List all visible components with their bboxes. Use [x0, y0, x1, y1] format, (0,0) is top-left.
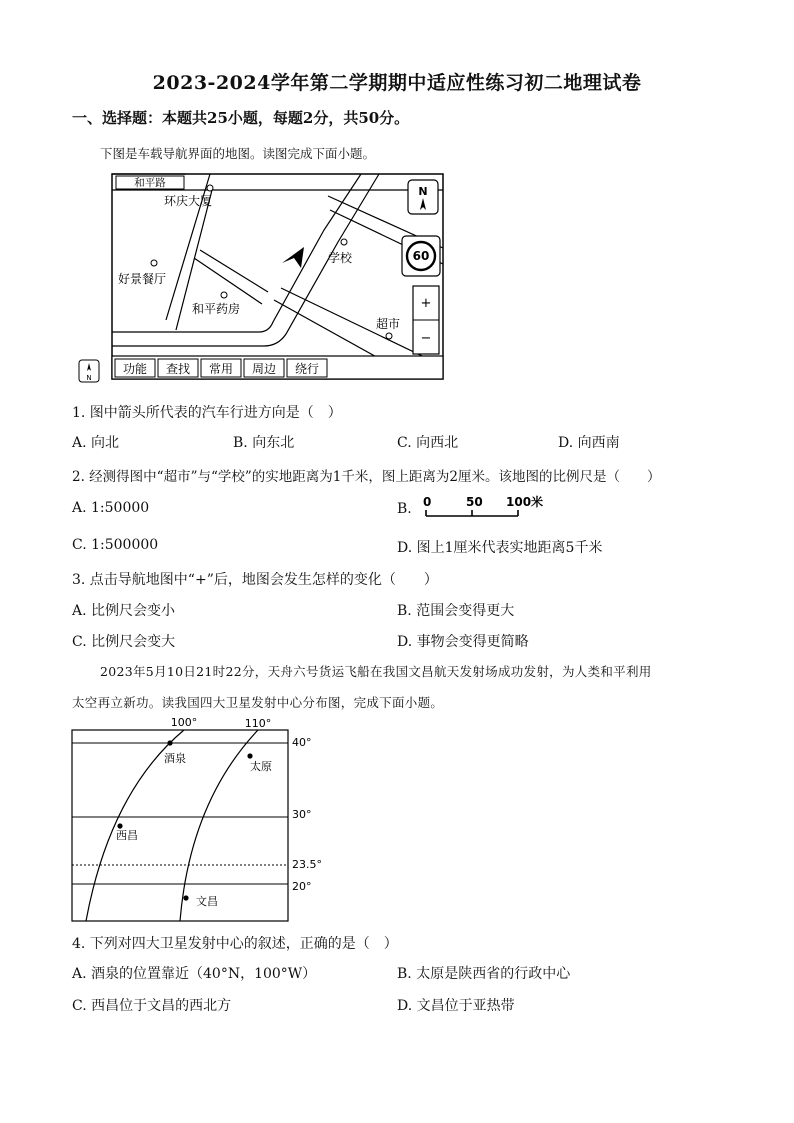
place-dot: [207, 185, 213, 191]
scale-label-0: 0: [423, 495, 432, 509]
zoom-in-button: +: [420, 296, 432, 311]
scale-label-100: 100米: [506, 495, 544, 509]
svg-text:功能: 功能: [122, 362, 148, 376]
lat-label-30: 30°: [292, 808, 312, 821]
lon-label-100: 100°: [170, 716, 198, 729]
q4-option-a[interactable]: A. 酒泉的位置靠近（40°N，100°W）: [72, 966, 317, 982]
site-wenchang: 文昌: [196, 895, 218, 908]
svg-text:N: N: [418, 185, 428, 198]
site-xichang: 西昌: [116, 829, 138, 842]
svg-text:绕行: 绕行: [294, 362, 320, 376]
q3-option-c[interactable]: C. 比例尺会变大: [72, 634, 176, 650]
svg-text:常用: 常用: [208, 362, 234, 376]
speed-limit-value: 60: [412, 249, 430, 263]
place-pharmacy: 和平药房: [192, 302, 241, 316]
site-dot-wenchang: [183, 895, 188, 900]
intro-text-1: 下图是车载导航界面的地图。读图完成下面小题。: [100, 146, 376, 161]
nav-map-figure: [76, 170, 448, 386]
scale-label-50: 50: [466, 495, 483, 509]
q3-option-b[interactable]: B. 范围会变得更大: [397, 603, 515, 619]
svg-text:查找: 查找: [165, 362, 191, 376]
satellite-map-figure: [70, 712, 340, 926]
place-school: 学校: [328, 251, 353, 265]
place-market: 超市: [376, 317, 401, 331]
place-dot: [341, 239, 347, 245]
lat-label-23-5: 23.5°: [292, 858, 322, 871]
svg-text:周边: 周边: [251, 362, 277, 376]
q4-option-b[interactable]: B. 太原是陕西省的行政中心: [397, 966, 571, 982]
section-heading: 一、选择题：本题共25小题，每题2分，共50分。: [72, 109, 410, 127]
q1-stem: 1. 图中箭头所代表的汽车行进方向是（ ）: [72, 405, 342, 421]
exam-title: 2023-2024学年第二学期期中适应性练习初二地理试卷: [152, 72, 642, 94]
intro-text-2-line1: 2023年5月10日21时22分，天舟六号货运飞船在我国文昌航天发射场成功发射，为人类和平利用: [100, 664, 652, 679]
q2-option-c[interactable]: C. 1:500000: [72, 537, 159, 553]
site-dot-jiuquan: [167, 740, 172, 745]
q4-option-d[interactable]: D. 文昌位于亚热带: [397, 998, 515, 1014]
q2-option-a[interactable]: A. 1:50000: [72, 500, 150, 516]
lon-label-110: 110°: [244, 717, 272, 730]
road-label: 和平路: [134, 177, 166, 189]
q4-option-c[interactable]: C. 西昌位于文昌的西北方: [72, 998, 232, 1014]
place-dot: [151, 260, 157, 266]
site-dot-taiyuan: [247, 753, 252, 758]
q2-stem: 2. 经测得图中“超市”与“学校”的实地距离为1千米，图上距离为2厘米。该地图的比例尺是（ ）: [72, 469, 661, 485]
place-dot: [221, 292, 227, 298]
place-huanqing: 环庆大厦: [164, 194, 213, 208]
zoom-out-button: −: [420, 331, 432, 346]
q2-option-d[interactable]: D. 图上1厘米代表实地距离5千米: [397, 540, 603, 556]
svg-text:N: N: [86, 374, 92, 382]
q2-scale-bar: [418, 492, 550, 522]
q1-option-b[interactable]: B. 向东北: [233, 435, 295, 451]
lat-label-40: 40°: [292, 736, 312, 749]
q3-stem: 3. 点击导航地图中“+”后，地图会发生怎样的变化（ ）: [72, 572, 438, 588]
site-dot-xichang: [117, 823, 122, 828]
q3-option-d[interactable]: D. 事物会变得更简略: [397, 634, 529, 650]
q2-option-b[interactable]: B.: [397, 501, 412, 517]
place-haojing: 好景餐厅: [118, 272, 167, 286]
lat-label-20: 20°: [292, 880, 312, 893]
site-taiyuan: 太原: [250, 760, 272, 773]
q1-option-a[interactable]: A. 向北: [72, 435, 120, 451]
q3-option-a[interactable]: A. 比例尺会变小: [72, 603, 176, 619]
q4-stem: 4. 下列对四大卫星发射中心的叙述，正确的是（ ）: [72, 936, 398, 952]
place-dot: [386, 333, 392, 339]
intro-text-2-line2: 太空再立新功。读我国四大卫星发射中心分布图，完成下面小题。: [72, 695, 444, 710]
q1-option-d[interactable]: D. 向西南: [558, 435, 620, 451]
site-jiuquan: 酒泉: [164, 752, 186, 765]
q1-option-c[interactable]: C. 向西北: [397, 435, 459, 451]
